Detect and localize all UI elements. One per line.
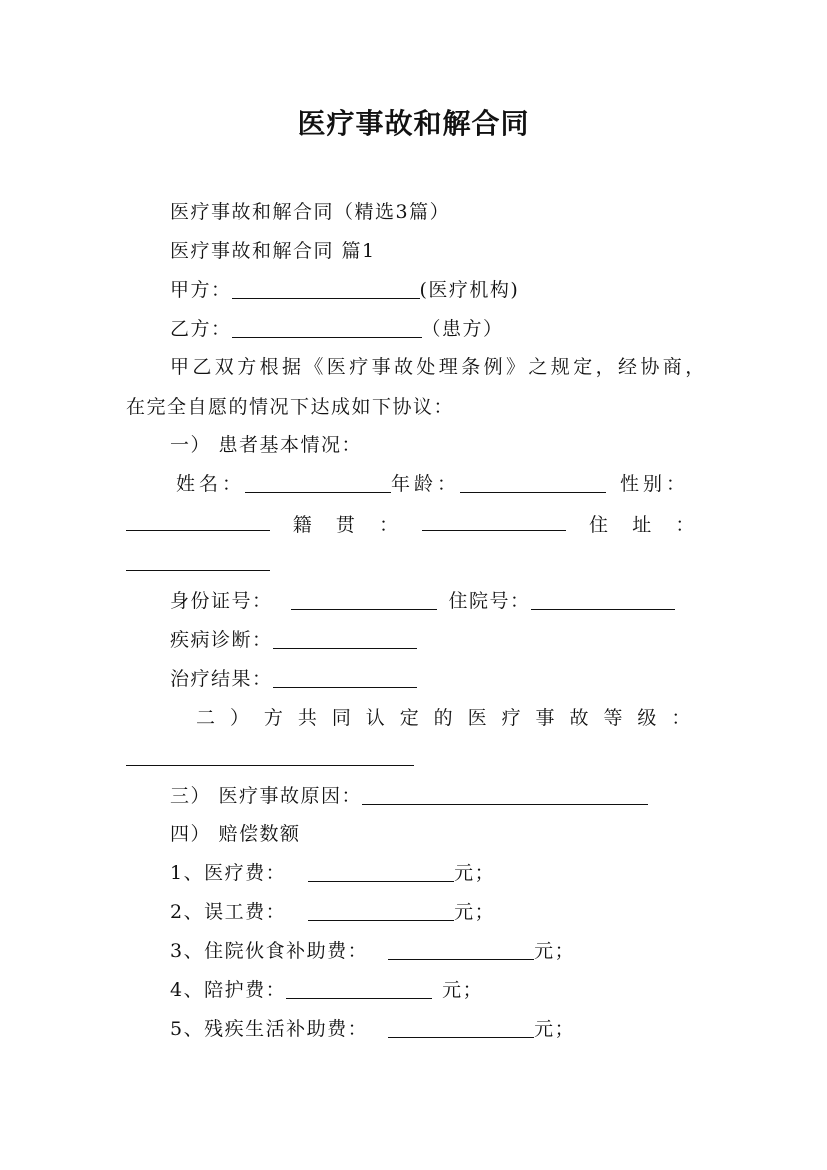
name-blank[interactable] <box>245 472 391 493</box>
item-unit: 元； <box>534 1018 576 1040</box>
id-blank[interactable] <box>291 589 437 610</box>
name-age-gender-line <box>176 470 746 498</box>
sec2-char: 认 <box>365 707 387 729</box>
party-a-suffix: (医疗机构) <box>419 279 520 301</box>
inpatient-blank[interactable] <box>531 589 675 610</box>
result-line <box>170 665 740 693</box>
sec2-char: 级 <box>637 707 658 729</box>
address-blank-line <box>126 548 696 576</box>
inpatient-label: 住院号： <box>448 590 531 612</box>
party-b-line <box>170 315 740 343</box>
section-3-heading <box>170 782 740 810</box>
intro-line-2: 在完全自愿的情况下达成如下协议： <box>126 396 455 418</box>
address-char: 址 <box>632 514 653 536</box>
address-blank[interactable] <box>126 550 270 571</box>
item-lost-wages <box>170 898 740 926</box>
diagnosis-line <box>170 626 740 654</box>
section-1-heading: 一） 患者基本情况： <box>170 434 363 456</box>
section-2-heading <box>196 704 692 732</box>
result-label: 治疗结果： <box>170 668 273 690</box>
sec2-char: ） <box>229 707 251 729</box>
sec2-char: 的 <box>433 707 455 729</box>
item-amount-blank[interactable] <box>388 939 534 960</box>
party-b-blank[interactable] <box>232 317 422 338</box>
item-label: 5、残疾生活补助费： <box>170 1018 369 1040</box>
party-a-label: 甲方： <box>170 279 232 301</box>
accident-level-blank[interactable] <box>126 745 414 766</box>
item-unit: 元； <box>534 940 576 962</box>
sec2-char: 方 <box>263 707 285 729</box>
gender-blank[interactable] <box>126 510 270 531</box>
accident-cause-blank[interactable] <box>362 784 648 805</box>
gender-label: 性别： <box>620 473 690 495</box>
age-blank[interactable] <box>460 472 606 493</box>
sec2-char: 等 <box>603 707 624 729</box>
id-inpatient-line <box>170 587 740 615</box>
document-title: 医疗事故和解合同 <box>297 107 530 140</box>
intro-line-1: 甲乙双方根据《医疗事故处理条例》之规定，经协商， <box>170 356 708 378</box>
sec2-char: 定 <box>399 707 421 729</box>
item-disability-subsidy <box>170 1015 740 1043</box>
item-amount-blank[interactable] <box>286 978 432 999</box>
section-4-heading: 四） 赔偿数额 <box>170 823 301 845</box>
item-unit: 元； <box>454 901 496 923</box>
result-blank[interactable] <box>273 667 417 688</box>
subtitle: 医疗事故和解合同（精选3篇） <box>170 201 451 223</box>
native-char: ： <box>379 514 400 536</box>
sec2-char: 同 <box>331 707 353 729</box>
item-unit: 元； <box>454 862 496 884</box>
id-label: 身份证号： <box>170 590 273 612</box>
item-amount-blank[interactable] <box>308 861 454 882</box>
age-label: 年龄： <box>391 473 461 495</box>
section-title: 医疗事故和解合同 篇1 <box>170 240 376 262</box>
party-b-suffix: （患方） <box>421 318 504 340</box>
party-a-blank[interactable] <box>232 278 420 299</box>
sec2-char: 共 <box>297 707 319 729</box>
native-char: 贯 <box>335 514 357 536</box>
sec2-char: 二 <box>196 707 217 729</box>
sec2-char: 故 <box>569 707 590 729</box>
address-char: 住 <box>588 514 610 536</box>
accident-level-blank-line <box>126 743 696 771</box>
item-meal-subsidy <box>170 937 740 965</box>
address-char: ： <box>675 514 696 536</box>
section-3-label: 三） 医疗事故原因： <box>170 785 363 807</box>
sec2-char: 医 <box>467 707 489 729</box>
diagnosis-label: 疾病诊断： <box>170 629 273 651</box>
party-a-line <box>170 276 740 304</box>
party-b-label: 乙方： <box>170 318 232 340</box>
item-nursing-fee <box>170 976 740 1004</box>
sec2-char: 疗 <box>501 707 523 729</box>
item-label: 3、住院伙食补助费： <box>170 940 369 962</box>
name-label: 姓名： <box>176 473 246 495</box>
item-amount-blank[interactable] <box>388 1017 534 1038</box>
item-label: 1、医疗费： <box>170 862 287 884</box>
diagnosis-blank[interactable] <box>273 628 417 649</box>
native-blank[interactable] <box>422 510 566 531</box>
native-char: 籍 <box>292 514 314 536</box>
item-unit: 元； <box>442 979 484 1001</box>
sec2-char: ： <box>671 707 692 729</box>
native-address-line <box>126 510 696 539</box>
item-medical-fee <box>170 859 740 887</box>
item-label: 4、陪护费： <box>170 979 287 1001</box>
item-label: 2、误工费： <box>170 901 287 923</box>
sec2-char: 事 <box>535 707 557 729</box>
item-amount-blank[interactable] <box>308 900 454 921</box>
